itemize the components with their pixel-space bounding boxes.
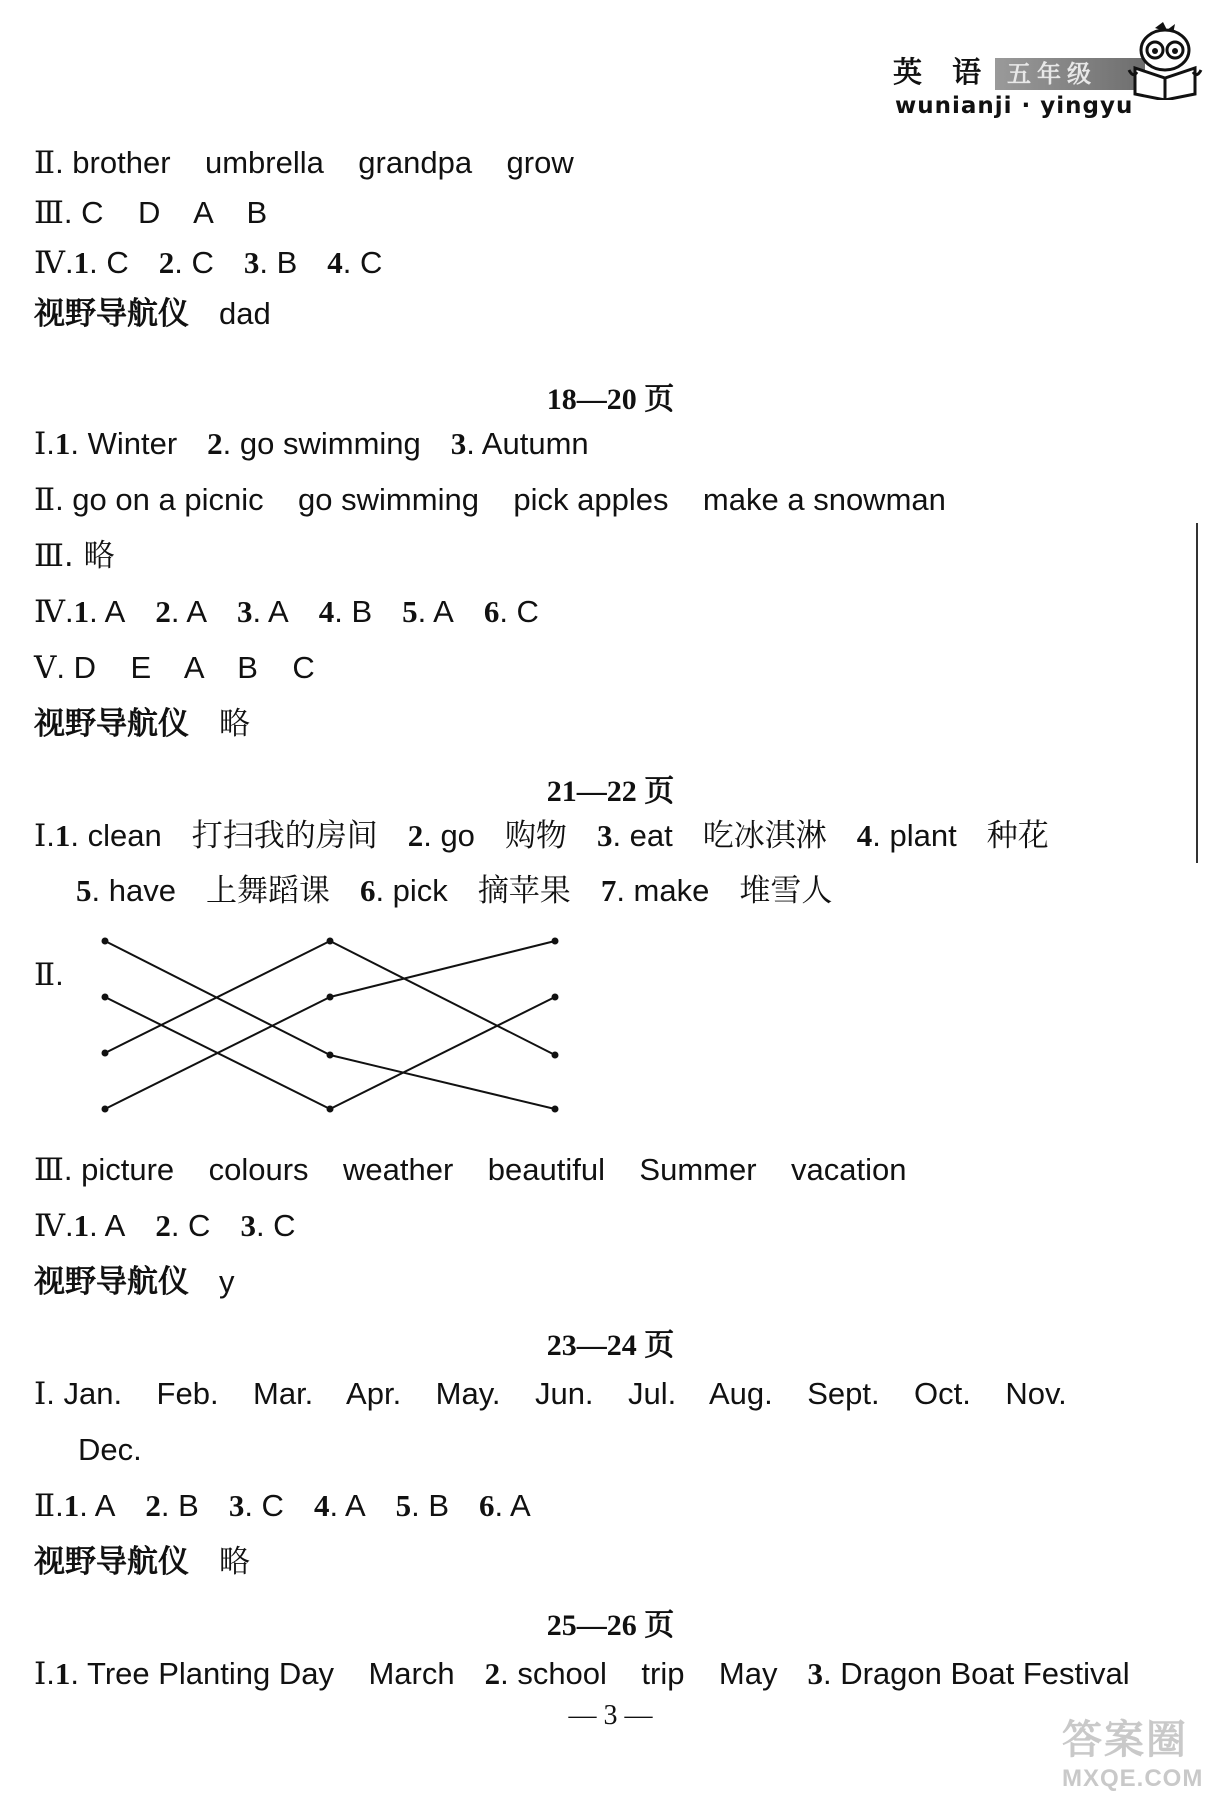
answer-line: Ⅳ.1. A 2. A 3. A 4. B 5. A 6. C — [34, 592, 539, 632]
answer-item: 4. A — [313, 1488, 366, 1523]
section-title: 25—26 页 — [546, 1608, 675, 1643]
section-numeral: Ⅴ — [34, 650, 57, 685]
vision-navigator-label: 视野导航仪 — [34, 296, 189, 332]
answer-item: 5. have 上舞蹈课 — [76, 873, 330, 909]
answer-item: .1. C — [64, 245, 129, 280]
answer-line: Ⅰ.1. Tree Planting Day March 2. school trip May 3. Dragon Boat Festival — [34, 1654, 1130, 1694]
vision-navigator-label: 视野导航仪 — [34, 1264, 189, 1300]
answer-line: Ⅰ.1. clean 打扫我的房间 2. go 购物 3. eat 吃冰淇淋 4. plant 种花 — [34, 818, 1049, 854]
answer-item: 3. B — [243, 245, 298, 280]
section-numeral: Ⅱ — [34, 482, 56, 517]
answer-line — [34, 243, 382, 283]
page-number: — 3 — — [568, 1700, 653, 1731]
answer-item: 6. pick 摘苹果 — [359, 873, 571, 909]
vision-navigator-label: 视野导航仪 — [34, 706, 189, 742]
answer-item: 3. eat 吃冰淇淋 — [596, 818, 827, 854]
answer-text: . 略 — [63, 538, 115, 574]
match-dot — [102, 938, 109, 945]
answer-text: . picture colours weather beautiful Summer vacation — [63, 1152, 907, 1187]
answer-item: 4. C — [327, 245, 383, 280]
answer-item: 4. B — [318, 594, 373, 629]
match-dot — [102, 1050, 109, 1057]
answer-text: 略 — [219, 1544, 250, 1580]
answer-item: 1. A — [63, 1488, 116, 1523]
answer-item: 4. plant 种花 — [856, 818, 1049, 854]
answer-line — [34, 1374, 1067, 1414]
answer-line — [34, 294, 271, 334]
answer-item: 6. A — [479, 1488, 531, 1523]
match-dot — [552, 994, 559, 1001]
section-numeral: Ⅳ — [34, 594, 65, 629]
answer-item: 3. C — [240, 1208, 296, 1243]
match-dot — [327, 1052, 334, 1059]
match-dot — [552, 938, 559, 945]
match-line — [330, 941, 555, 1055]
match-dot — [102, 1106, 109, 1113]
header-pinyin: wunianji · yingyu — [895, 93, 1134, 119]
watermark — [1062, 1708, 1203, 1793]
answer-item: 2. B — [145, 1488, 199, 1523]
match-line — [330, 941, 555, 997]
section-numeral: Ⅱ — [34, 957, 56, 992]
match-dot — [327, 1106, 334, 1113]
answer-line — [78, 1430, 142, 1470]
answer-line: Ⅳ.1. A 2. C 3. C — [34, 1206, 296, 1246]
section-numeral: Ⅰ — [34, 818, 47, 853]
section-numeral: Ⅱ — [34, 145, 56, 180]
answer-item: 3. C — [228, 1488, 284, 1523]
answer-line — [34, 1262, 235, 1302]
answer-line: Ⅰ.1. Winter 2. go swimming 3. Autumn — [34, 424, 589, 464]
section-title: 23—24 页 — [546, 1328, 675, 1363]
answer-text: . go on a picnic go swimming pick apples make a snowman — [55, 482, 946, 517]
section-title: 21—22 页 — [546, 774, 675, 809]
answer-line: Ⅱ. — [34, 955, 64, 995]
answer-item: 1. Tree Planting Day March — [54, 1656, 455, 1691]
answer-text: dad — [219, 296, 271, 331]
margin-rule — [1196, 523, 1198, 863]
header-grade-banner: 五年级 — [995, 58, 1145, 90]
answer-text: Dec. — [78, 1432, 142, 1467]
section-title: 18—20 页 — [546, 382, 675, 417]
answer-line — [34, 193, 267, 233]
answer-line — [34, 143, 574, 183]
answer-item: 2. go swimming — [207, 426, 421, 461]
answer-item: 2. C — [158, 245, 214, 280]
watermark-logo-text: 答案圈 — [1062, 1717, 1188, 1763]
section-numeral: Ⅳ — [34, 1208, 65, 1243]
answer-item: 3. Autumn — [450, 426, 589, 461]
section-numeral: Ⅰ — [34, 426, 47, 461]
header-subject: 英 语 — [893, 55, 992, 89]
section-numeral: Ⅳ — [34, 245, 65, 280]
answer-line — [34, 648, 315, 688]
watermark-url: MXQE.COM — [1062, 1765, 1204, 1792]
answer-text: y — [219, 1264, 235, 1299]
answer-item: 1. A — [73, 1208, 126, 1243]
reading-mascot-icon — [1125, 20, 1205, 100]
answer-item: 2. school trip May — [484, 1656, 778, 1691]
answer-line: Ⅱ.1. A 2. B 3. C 4. A 5. B 6. A — [34, 1486, 531, 1526]
answer-item: 3. Dragon Boat Festival — [807, 1656, 1130, 1691]
match-dot — [102, 994, 109, 1001]
answer-line — [34, 536, 115, 576]
answer-line — [34, 480, 946, 520]
answer-text: . D E A B C — [56, 650, 315, 685]
vision-navigator-label: 视野导航仪 — [34, 1544, 189, 1580]
match-dot — [552, 1106, 559, 1113]
answer-item: 3. A — [237, 594, 289, 629]
section-numeral: Ⅲ — [34, 538, 64, 573]
section-numeral: Ⅱ — [34, 1488, 56, 1523]
answer-item: 2. A — [155, 594, 208, 629]
answer-text: . brother umbrella grandpa grow — [55, 145, 574, 180]
answer-item: 1. A — [73, 594, 126, 629]
section-numeral: Ⅰ — [34, 1656, 47, 1691]
answer-item: 5. B — [395, 1488, 450, 1523]
answer-item: 1. Winter — [54, 426, 178, 461]
answer-line — [34, 704, 250, 744]
match-line — [330, 997, 555, 1109]
match-dot — [552, 1052, 559, 1059]
answer-text: . Jan. Feb. Mar. Apr. May. Jun. Jul. Aug. Sept. Oct. Nov. — [46, 1376, 1067, 1411]
answer-line — [34, 1542, 250, 1582]
match-line — [330, 1055, 555, 1109]
match-dot — [327, 938, 334, 945]
answer-line — [34, 1150, 906, 1190]
answer-item: 2. C — [155, 1208, 211, 1243]
match-dot — [327, 994, 334, 1001]
answer-item: 6. C — [483, 594, 539, 629]
answer-item: 2. go 购物 — [407, 818, 567, 854]
answer-item: 1. clean 打扫我的房间 — [54, 818, 378, 854]
matching-lines-diagram — [95, 935, 565, 1115]
answer-item: 5. A — [402, 594, 454, 629]
section-numeral: Ⅲ — [34, 195, 64, 230]
section-numeral: Ⅲ — [34, 1152, 64, 1187]
answer-line — [76, 871, 832, 911]
section-numeral: Ⅰ — [34, 1376, 47, 1411]
answer-text: . C D A B — [63, 195, 268, 230]
answer-text: 略 — [219, 706, 250, 742]
answer-item: 7. make 堆雪人 — [600, 873, 833, 909]
